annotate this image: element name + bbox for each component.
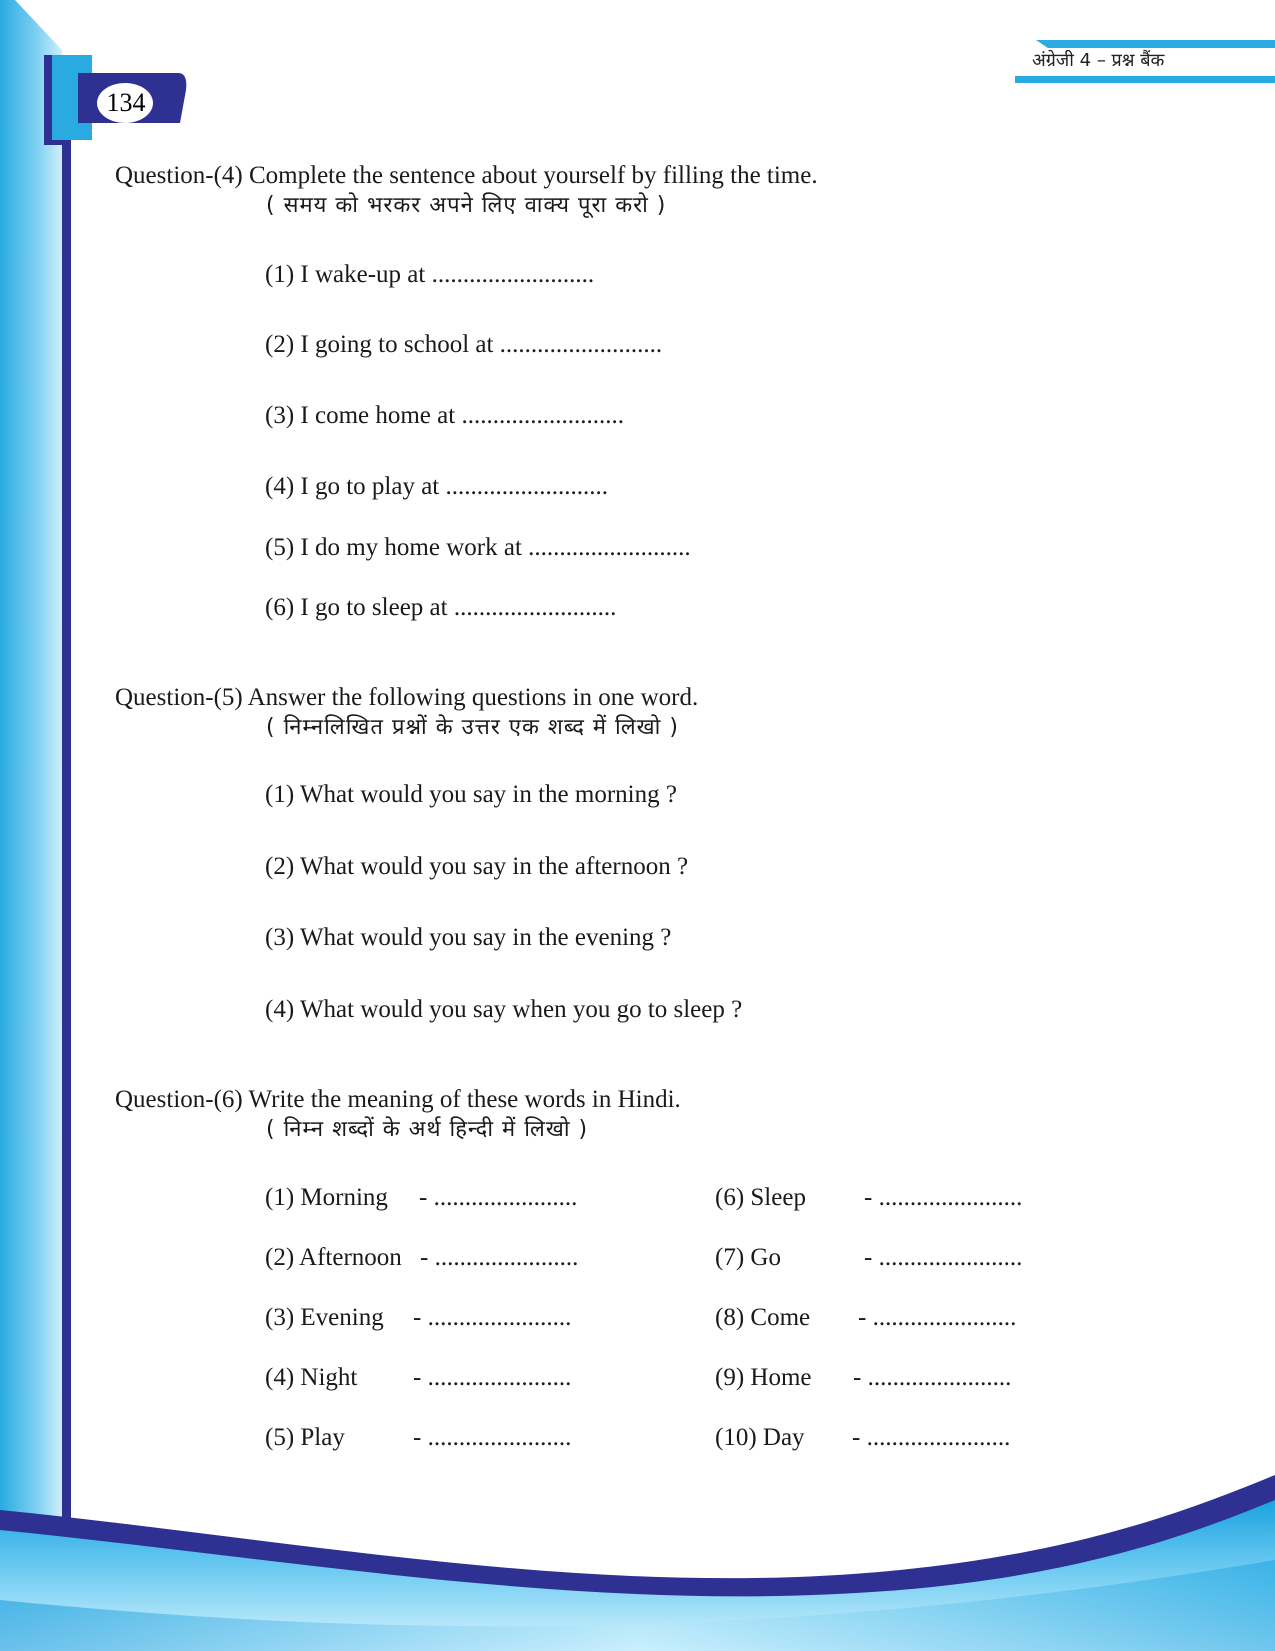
q6-word-2-blank: - ....................... bbox=[420, 1244, 579, 1271]
q6-word-3-label: (3) Evening bbox=[265, 1304, 384, 1331]
q4-item-3: (3) I come home at .......................... bbox=[265, 402, 624, 429]
q6-word-5-blank: - ....................... bbox=[413, 1424, 572, 1451]
q6-word-10-label: (10) Day bbox=[715, 1424, 805, 1451]
page-number: 134 bbox=[106, 88, 146, 117]
header-line-bottom bbox=[1015, 76, 1275, 83]
left-vertical-bar bbox=[62, 118, 71, 1558]
q6-word-1-label: (1) Morning bbox=[265, 1184, 388, 1211]
question-6-title: Question-(6) Write the meaning of these words in Hindi. bbox=[115, 1086, 681, 1113]
q6-word-8-label: (8) Come bbox=[715, 1304, 811, 1331]
q5-item-2: (2) What would you say in the afternoon ? bbox=[265, 853, 689, 880]
q4-item-2: (2) I going to school at .......................... bbox=[265, 331, 663, 358]
q6-word-5-label: (5) Play bbox=[265, 1424, 345, 1451]
q6-word-8-blank: - ....................... bbox=[858, 1304, 1017, 1331]
q5-item-3: (3) What would you say in the evening ? bbox=[265, 924, 672, 951]
q6-word-3-blank: - ....................... bbox=[413, 1304, 572, 1331]
left-strip bbox=[0, 0, 62, 1651]
q6-word-6-label: (6) Sleep bbox=[715, 1184, 806, 1211]
q6-word-4-label: (4) Night bbox=[265, 1364, 358, 1391]
question-5-hindi: ( निम्नलिखित प्रश्नों के उत्तर एक शब्द में लिखो ) bbox=[266, 715, 679, 740]
header-line-top bbox=[1036, 40, 1275, 48]
q5-item-4: (4) What would you say when you go to sleep ? bbox=[265, 996, 743, 1023]
q4-item-1: (1) I wake-up at .......................... bbox=[265, 261, 595, 288]
q6-word-1-blank: - ....................... bbox=[419, 1184, 578, 1211]
q4-item-4: (4) I go to play at .......................... bbox=[265, 473, 609, 500]
q4-item-5: (5) I do my home work at .......................... bbox=[265, 534, 691, 561]
q6-word-7-label: (7) Go bbox=[715, 1244, 781, 1271]
q4-item-6: (6) I go to sleep at .......................... bbox=[265, 594, 617, 621]
question-5-title: Question-(5) Answer the following questions in one word. bbox=[115, 684, 699, 711]
q6-word-2-label: (2) Afternoon bbox=[265, 1244, 402, 1271]
q6-word-4-blank: - ....................... bbox=[413, 1364, 572, 1391]
question-4-title: Question-(4) Complete the sentence about yourself by filling the time. bbox=[115, 162, 818, 189]
question-6-hindi: ( निम्न शब्दों के अर्थ हिन्दी में लिखो ) bbox=[266, 1117, 589, 1142]
question-4-hindi: ( समय को भरकर अपने लिए वाक्य पूरा करो ) bbox=[266, 193, 667, 218]
q6-word-9-blank: - ....................... bbox=[853, 1364, 1012, 1391]
book-title: अंग्रेजी 4 – प्रश्न बैंक bbox=[1032, 50, 1165, 71]
q6-word-10-blank: - ....................... bbox=[852, 1424, 1011, 1451]
q6-word-7-blank: - ....................... bbox=[864, 1244, 1023, 1271]
q6-word-9-label: (9) Home bbox=[715, 1364, 812, 1391]
q5-item-1: (1) What would you say in the morning ? bbox=[265, 781, 677, 808]
q6-word-6-blank: - ....................... bbox=[864, 1184, 1023, 1211]
